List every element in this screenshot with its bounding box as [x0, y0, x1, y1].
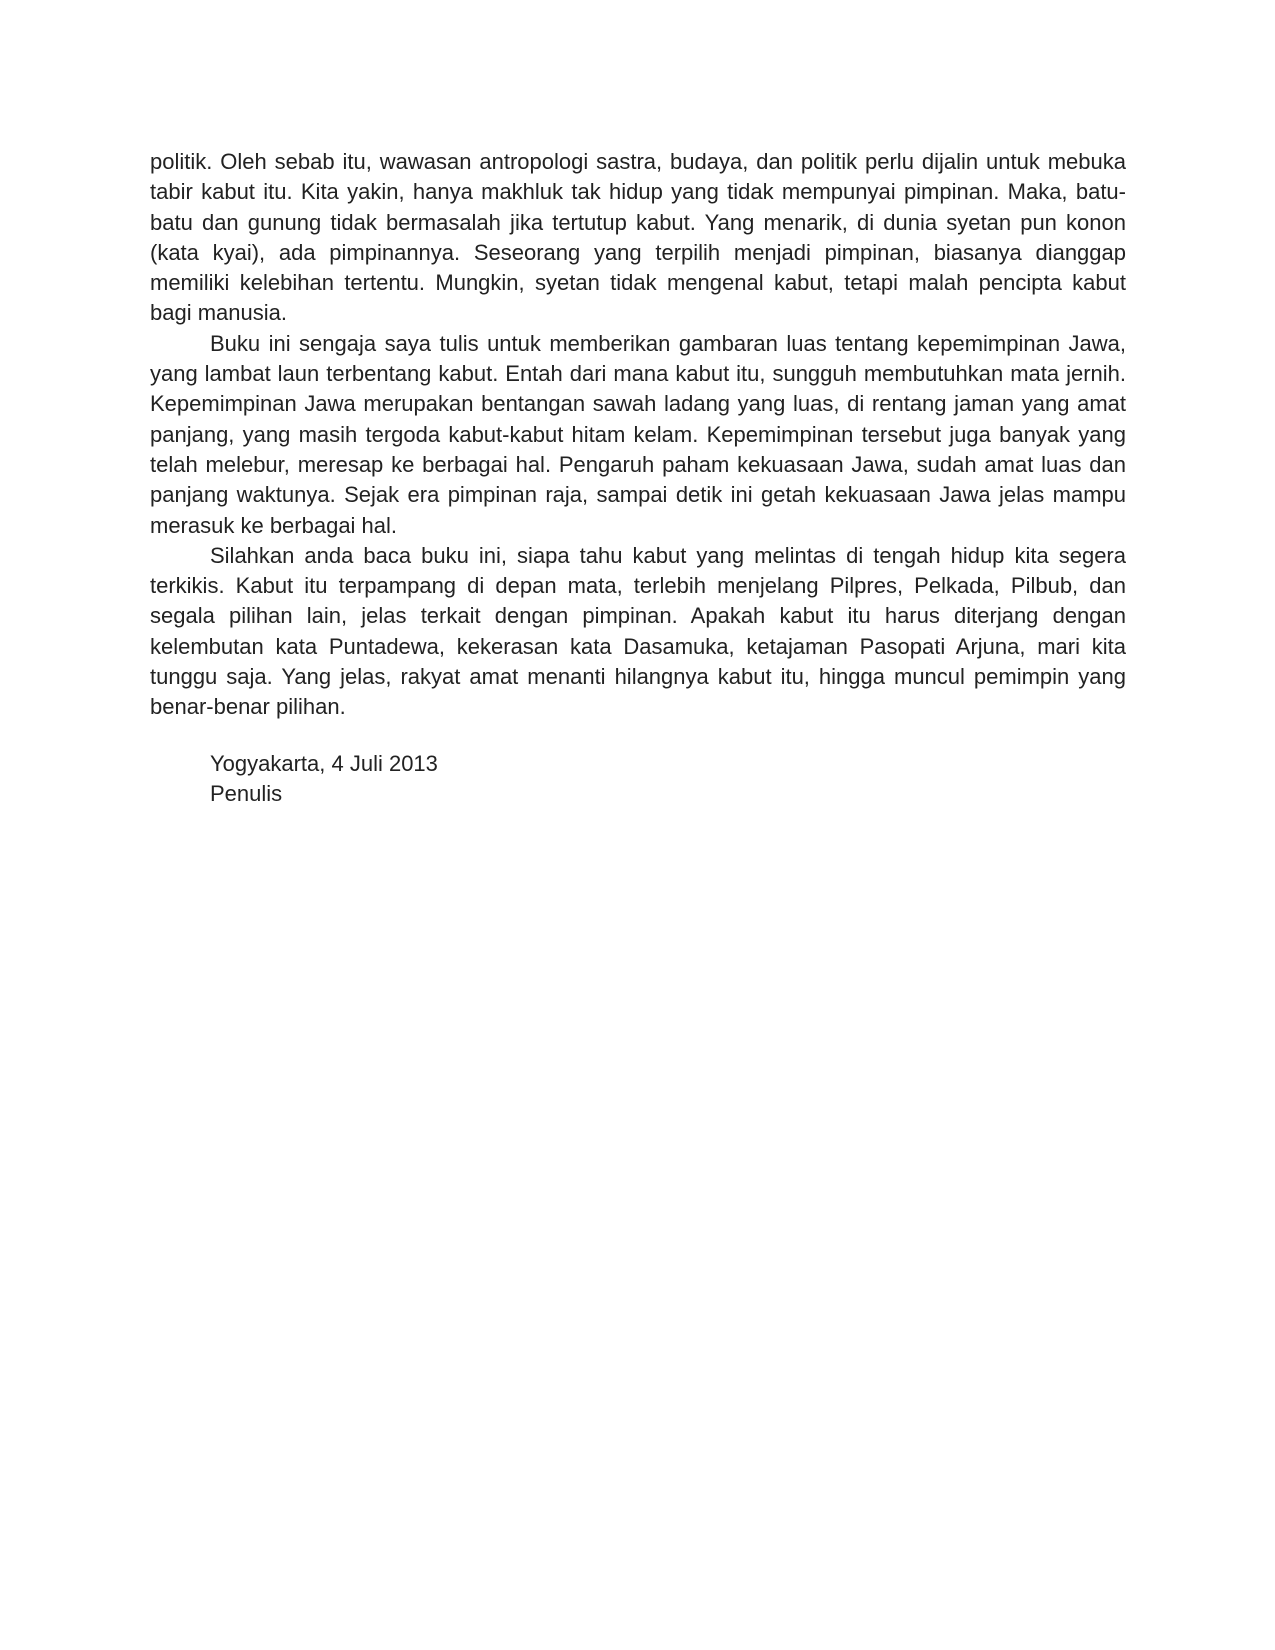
paragraph-continued: politik. Oleh sebab itu, wawasan antropologi sastra, budaya, dan politik perlu dijalin untuk mebuka tabir kabut itu. Kita yakin, hanya makhluk tak hidup yang tidak mempunyai pimpinan. Maka, batu-batu dan gunung tidak bermasalah jika tertutup kabut. Yang menarik, di dunia syetan pun konon (kata kyai), ada pimpinannya. Seseorang yang terpilih menjadi pimpinan, biasanya dianggap memiliki kelebihan tertentu. Mungkin, syetan tidak mengenal kabut, tetapi malah pencipta kabut bagi manusia. — [150, 149, 1126, 326]
paragraph: Buku ini sengaja saya tulis untuk memberikan gambaran luas tentang kepemimpinan Jawa, yang lambat laun terbentang kabut. Entah dari mana kabut itu, sungguh membutuhkan mata jernih. Kepemimpinan Jawa merupakan bentangan sawah ladang yang luas, di rentang jaman yang amat panjang, yang masih tergoda kabut-kabut hitam kelam. Kepemimpinan tersebut juga banyak yang telah melebur, meresap ke berbagai hal. Pengaruh paham kekuasaan Jawa, sudah amat luas dan panjang waktunya. Sejak era pimpinan raja, sampai detik ini getah kekuasaan Jawa jelas mampu merasuk ke berbagai hal. — [150, 330, 1126, 538]
paragraph: Silahkan anda baca buku ini, siapa tahu kabut yang melintas di tengah hidup kita segera terkikis. Kabut itu terpampang di depan mata, terlebih menjelang Pilpres, Pelkada, Pilbub, dan segala pilihan lain, jelas terkait dengan pimpinan. Apakah kabut itu harus diterjang dengan kelembutan kata Puntadewa, kekerasan kata Dasamuka, ketajaman Pasopati Arjuna, mari kita tunggu saja. Yang jelas, rakyat amat menanti hilangnya kabut itu, hingga muncul pemimpin yang benar-benar pilihan. — [150, 542, 1126, 720]
place-date: Yogyakarta, 4 Juli 2013 — [210, 751, 438, 776]
body-text — [150, 147, 1126, 723]
author-label: Penulis — [210, 781, 283, 807]
signature-block — [210, 749, 438, 810]
